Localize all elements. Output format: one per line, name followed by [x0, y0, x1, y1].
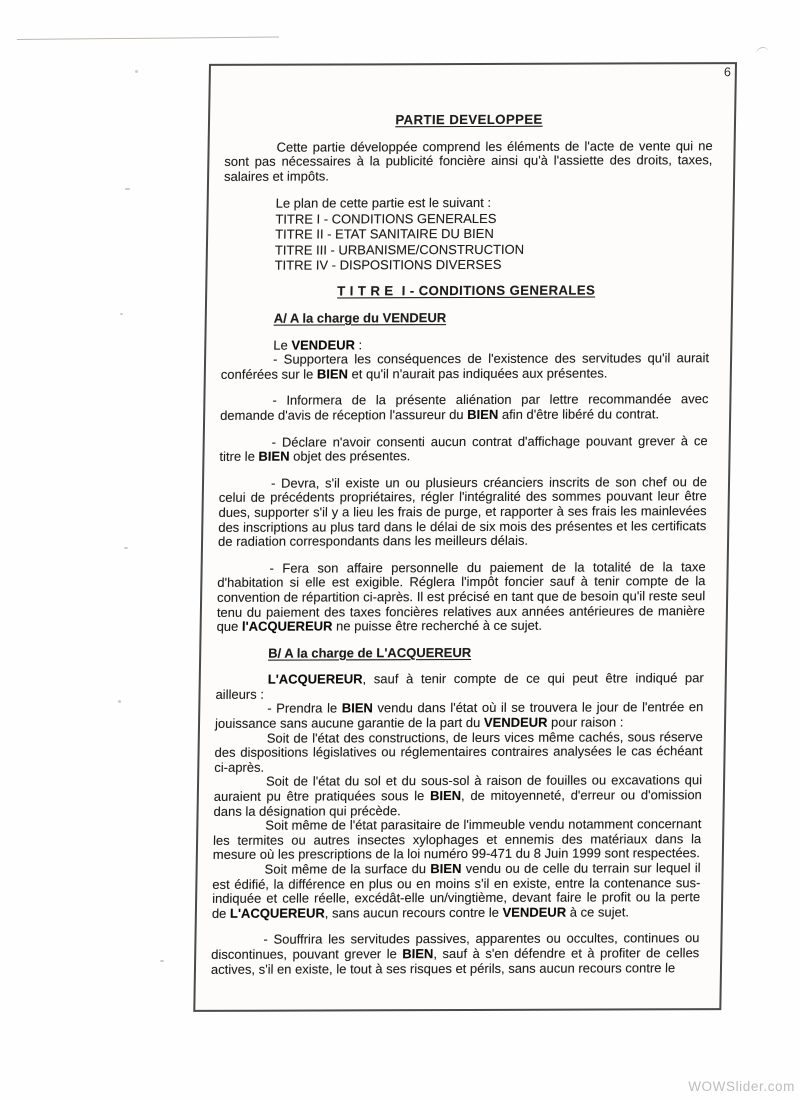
- plan-line: Le plan de cette partie est le suivant :: [275, 195, 492, 212]
- titre1-heading: T I T R E I - CONDITIONS GENERALES: [337, 282, 596, 299]
- paragraph-devra: - Devra, s'il existe un ou plusieurs créanciers inscrits de son chef ou de celui de précédents propriétaires, régler l'intégralité des sommes pouvant leur être dues, supporter s'il y a lieu les frais de purge, et rapporter à ses frais les mainlevées des inscriptions au plus tard dans le délai de six mois des présentes et les certificats de radiation correspondants dans les meilleurs délais.: [217, 473, 708, 549]
- paragraph-souffrira: - Souffrira les servitudes passives, apparentes ou occultes, continues ou discontinues, pouvant grever le BIEN, sauf à s'en défendre et à profiter de celles actives, s'il en existe, le tout à ses risques et périls, sans aucun recours contre le: [210, 930, 700, 977]
- watermark: WOWSlider.com: [688, 1079, 795, 1094]
- plan-list: [275, 195, 712, 274]
- paragraph-soit-surface: Soit même de la surface du BIEN vendu ou de celle du terrain sur lequel il est édifié, la différence en plus ou en moins s'il en existe, entre la contenance sus-indiquée et celle réelle, excédât-elle un/vingtième, devant faire le profit ou la perte de L'ACQUEREUR, sans aucun recours contre le VENDEUR à ce sujet.: [211, 860, 701, 921]
- paragraph-supportera: - Supportera les conséquences de l'existence des servitudes qu'il aurait conférées sur le BIEN et qu'il n'aurait pas indiquées aux présentes.: [220, 350, 710, 382]
- paragraph-acquereur-intro: L'ACQUEREUR, sauf à tenir compte de ce qui peut être indiqué par ailleurs :: [215, 670, 704, 702]
- paragraph-informera: - Informera de la présente aliénation par lettre recommandée avec demande d'avis de réception l'assureur du BIEN afin d'être libéré du contrat.: [220, 391, 709, 423]
- section-heading-vendeur: A/ A la charge du VENDEUR: [273, 310, 447, 326]
- scan-artifact-squiggle: [756, 46, 769, 54]
- scan-speck: [120, 313, 123, 315]
- plan-line: TITRE IV - DISPOSITIONS DIVERSES: [274, 256, 502, 273]
- paragraph-fera: - Fera son affaire personnelle du paiement de la totalité de la taxe d'habitation si elle est exigible. Réglera l'impôt foncier sauf à tenir compte de la convention de répartition ci-après. Il est précisé en tant que de besoin qu'il reste seul tenu du paiement des taxes foncières relatives aux années antérieures de manière que l'ACQUEREUR ne puisse être recherché à ce sujet.: [216, 558, 706, 634]
- scan-speck: [124, 547, 128, 549]
- section-heading-acquereur: B/ A la charge de L'ACQUEREUR: [268, 644, 472, 661]
- document-title: PARTIE DEVELOPPEE: [395, 111, 543, 128]
- scan-speck: [125, 188, 130, 190]
- paragraph-declare: - Déclare n'avoir consenti aucun contrat d'affichage pouvant grever à ce titre le BIEN objet des présentes.: [219, 432, 708, 465]
- scan-artifact-line: [17, 36, 279, 40]
- plan-line: TITRE I - CONDITIONS GENERALES: [275, 210, 497, 227]
- scan-speck: [135, 70, 138, 73]
- paragraph-soit-constructions: Soit de l'état des constructions, de leurs vices même cachés, sous réserve des dispositions législatives ou réglementaires contraires analysées le cas échéant ci-après.: [214, 728, 703, 775]
- paragraph-prendra: - Prendra le BIEN vendu dans l'état où il se trouvera le jour de l'entrée en jouissance sans aucune garantie de la part du VENDEUR pour raison :: [214, 699, 704, 731]
- paragraph-soit-parasitaire: Soit même de l'état parasitaire de l'immeuble vendu notamment concernant les termites ou autres insectes xylophages et ennemis des matériaux dans la mesure où les prescriptions de la loi numéro 99-471 du 8 Juin 1999 sont respectées.: [212, 816, 702, 863]
- scanned-page: [193, 62, 737, 1012]
- plan-line: TITRE III - URBANISME/CONSTRUCTION: [274, 241, 525, 258]
- paragraph-le-vendeur: Le VENDEUR :: [273, 336, 363, 353]
- document-body: [211, 112, 713, 977]
- scan-speck: [160, 960, 164, 962]
- page-number: 6: [723, 65, 731, 80]
- intro-paragraph: Cette partie développée comprend les éléments de l'acte de vente qui ne sont pas nécessaires à la publicité foncière ainsi qu'à l'assiette des droits, taxes, salaires et impôts.: [223, 137, 713, 184]
- paragraph-soit-sol: Soit de l'état du sol et du sous-sol à raison de fouilles ou excavations qui auraient pu être pratiquées sous le BIEN, de mitoyenneté, d'erreur ou d'omission dans la désignation qui précède.: [213, 772, 703, 819]
- plan-line: TITRE II - ETAT SANITAIRE DU BIEN: [275, 226, 494, 242]
- scan-speck: [118, 700, 121, 703]
